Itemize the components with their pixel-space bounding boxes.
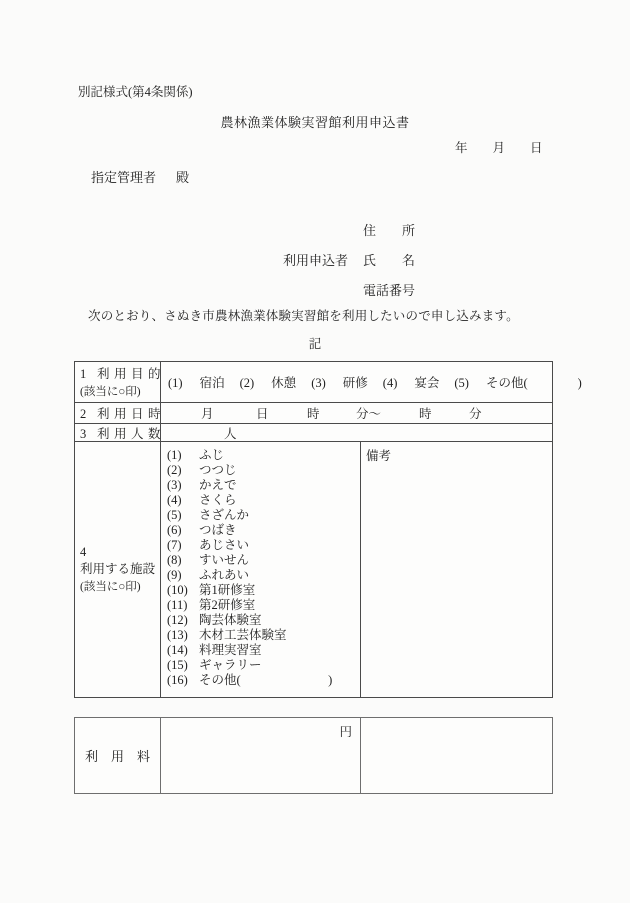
- facility-number: (3): [167, 478, 182, 492]
- people-count-field: [161, 424, 552, 441]
- facility-number: (12): [167, 613, 188, 627]
- facility-item: [167, 523, 360, 538]
- addressee-label: 指定管理者: [91, 170, 157, 185]
- facility-item: [167, 538, 360, 553]
- datetime-part-label: 分～: [356, 407, 382, 421]
- facility-item: [167, 658, 360, 673]
- datetime-row-number: 2: [80, 407, 87, 421]
- applicant-group-label: 利用申込者: [283, 253, 349, 268]
- purpose-row-header: [75, 362, 166, 402]
- intro-sentence: 次のとおり、さぬき市農林漁業体験実習館を利用したいので申し込みます。: [88, 309, 519, 323]
- facility-number: (9): [167, 568, 182, 582]
- facility-number: (15): [167, 658, 188, 672]
- facility-item: [167, 448, 360, 463]
- month-label: 月: [492, 141, 506, 155]
- purpose-option: [311, 373, 368, 391]
- facilities-row-label: 利用する施設: [80, 561, 156, 576]
- datetime-row-header: [75, 403, 166, 423]
- purpose-row: [75, 362, 582, 402]
- facilities-row-number: 4: [80, 544, 87, 559]
- person-unit-label: 人: [224, 426, 237, 441]
- facility-number: (8): [167, 553, 182, 567]
- facility-number: (14): [167, 643, 188, 657]
- purpose-option-label: 休憩: [271, 376, 297, 390]
- fee-amount-cell: [161, 718, 361, 793]
- facility-number: (10): [167, 583, 188, 597]
- remarks-cell: [361, 442, 552, 697]
- facility-item: [167, 628, 360, 643]
- facility-name: ふれあい: [199, 568, 250, 582]
- datetime-row: [75, 402, 552, 423]
- people-count-row: [75, 423, 552, 441]
- fee-remarks-cell: [361, 718, 552, 793]
- facilities-row-note: (該当に○印): [80, 580, 141, 593]
- datetime-fields: [161, 403, 552, 423]
- facility-item: [167, 583, 360, 598]
- facility-item: [167, 613, 360, 628]
- facility-name: さざんか: [199, 508, 250, 522]
- purpose-option-label: 宴会: [414, 376, 440, 390]
- purpose-option-number: (5): [454, 376, 469, 390]
- facility-name: ふじ: [199, 448, 225, 462]
- fee-label: 利 用 料: [75, 718, 161, 793]
- datetime-part-label: 月: [201, 407, 214, 421]
- facility-number: (5): [167, 508, 182, 522]
- datetime-row-label: 利用日時: [97, 407, 166, 421]
- facility-name: その他( ): [199, 673, 333, 687]
- facility-item: [167, 508, 360, 523]
- purpose-options: [161, 362, 582, 402]
- facility-number: (16): [167, 673, 188, 687]
- yen-unit-label: 円: [339, 725, 352, 739]
- addressee-line: [91, 167, 189, 186]
- datetime-part-label: 日: [256, 407, 269, 421]
- facility-item: [167, 643, 360, 658]
- facility-name: つつじ: [199, 463, 237, 477]
- datetime-part-label: 時: [419, 407, 432, 421]
- day-label: 日: [530, 141, 543, 155]
- purpose-option: [240, 373, 297, 391]
- facilities-row: [75, 441, 552, 697]
- purpose-option: [454, 373, 581, 391]
- facility-number: (1): [167, 448, 182, 462]
- facilities-row-header: [75, 442, 161, 697]
- facility-number: (2): [167, 463, 182, 477]
- applicant-block: [283, 220, 415, 310]
- facility-name: さくら: [199, 493, 237, 507]
- facilities-list-cell: [161, 442, 361, 697]
- datetime-part-label: 分: [469, 407, 482, 421]
- purpose-row-label: 利用目的: [97, 367, 166, 381]
- people-count-row-label: 利用人数: [97, 426, 166, 441]
- facility-name: つばき: [199, 523, 237, 537]
- facility-name: すいせん: [199, 553, 250, 567]
- date-line: [455, 138, 543, 156]
- facility-number: (13): [167, 628, 188, 642]
- application-table: [74, 361, 582, 698]
- facility-item: [167, 673, 360, 688]
- facility-item: [167, 463, 360, 478]
- purpose-option: [383, 373, 440, 391]
- purpose-option: [168, 373, 225, 391]
- name-field-label: 氏 名: [363, 253, 416, 268]
- facility-number: (7): [167, 538, 182, 552]
- form-style-note: 別記様式(第4条関係): [78, 85, 193, 99]
- facility-item: [167, 493, 360, 508]
- facility-name: ギャラリー: [199, 658, 262, 672]
- addressee-honorific: 殿: [176, 170, 190, 185]
- purpose-option-label: 宿泊: [199, 376, 225, 390]
- form-title: 農林漁業体験実習館利用申込書: [220, 115, 410, 130]
- facility-number: (6): [167, 523, 182, 537]
- purpose-option-number: (3): [311, 376, 326, 390]
- facility-name: 料理実習室: [199, 643, 262, 657]
- purpose-option-number: (2): [239, 376, 255, 390]
- remarks-header: 備考: [366, 449, 392, 463]
- address-field-label: 住 所: [363, 223, 416, 238]
- people-count-row-header: [75, 424, 166, 441]
- fee-table: [74, 717, 553, 794]
- record-mark: 記: [308, 337, 322, 351]
- year-label: 年: [455, 141, 468, 155]
- facility-name: 木材工芸体験室: [199, 628, 287, 642]
- people-count-row-number: 3: [80, 426, 87, 441]
- facility-name: 陶芸体験室: [199, 613, 262, 627]
- purpose-option-number: (1): [168, 376, 183, 390]
- phone-field-label: 電話番号: [363, 283, 416, 298]
- facility-item: [167, 568, 360, 583]
- facility-item: [167, 478, 360, 493]
- facility-name: 第2研修室: [199, 598, 256, 612]
- facility-number: (4): [167, 493, 182, 507]
- purpose-option-label: その他( ): [485, 376, 582, 390]
- facility-name: あじさい: [199, 538, 250, 552]
- facility-number: (11): [167, 598, 188, 612]
- facility-item: [167, 598, 360, 613]
- purpose-row-note: (該当に○印): [80, 386, 141, 398]
- purpose-option-label: 研修: [342, 376, 368, 390]
- datetime-part-label: 時: [307, 407, 320, 421]
- facility-name: かえで: [199, 478, 237, 492]
- purpose-row-number: 1: [80, 367, 87, 381]
- purpose-option-number: (4): [382, 376, 398, 390]
- facilities-list: [161, 442, 360, 688]
- facility-name: 第1研修室: [199, 583, 256, 597]
- facility-item: [167, 553, 360, 568]
